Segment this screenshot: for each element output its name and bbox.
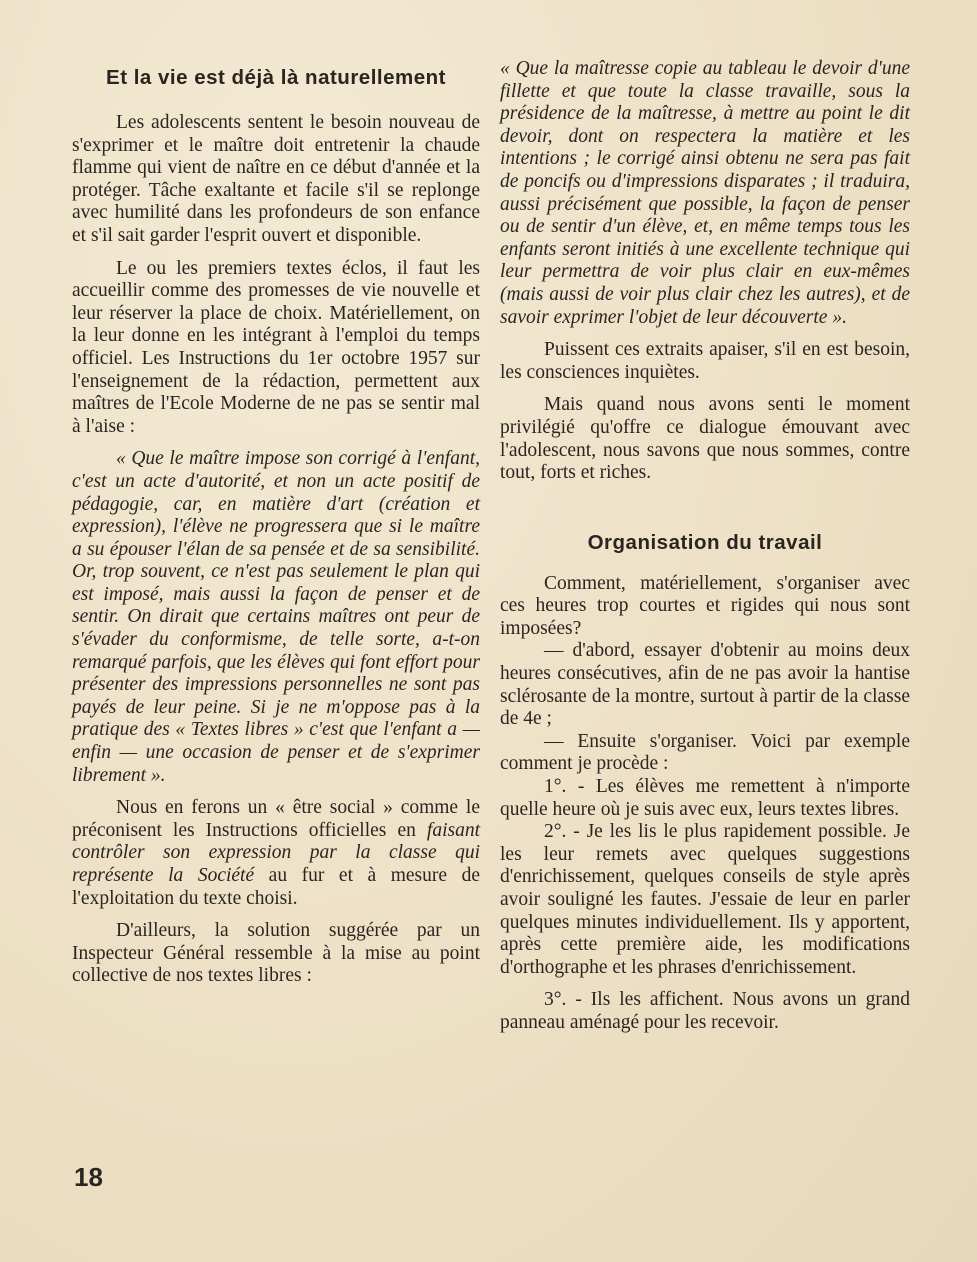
text-fragment: au fur et à mesure de l'exploitation du texte choisi. bbox=[72, 865, 480, 909]
quote-instructions: « Que le maître impose son corrigé à l'enfant, c'est un acte d'autorité, et non un acte positif de pédagogie, car, en matière d'art (création et expression), l'élève ne progressera que si le maître a su épouser l'élan de sa pensée et de sa sensibilité. Or, trop souvent, ce n'est pas seulement le plan qui est imposé, mais aussi la façon de penser et de sentir. On dirait que certains maîtres ont peur de s'évader du conformisme, de telle sorte, a-t-on remarqué parfois, que les élèves qui font effort pour présenter des impressions personnelles ne sont pas payés de leur peine. Si je ne m'oppose pas à la pratique des « Textes libres » c'est que l'enfant a — enfin — une occasion de penser et de s'exprimer librement ». bbox=[72, 448, 480, 786]
emphasized-text: faisant contrôler son expression par la classe qui représente la Société bbox=[72, 819, 480, 886]
paragraph: Les adolescents sentent le besoin nouveau de s'exprimer et le maître doit entretenir la chaude flamme qui vient de naître en ce début d'année et la protéger. Tâche exaltante et facile s'il se replonge avec humilité dans les profondeurs de son enfance et s'il sait garder l'esprit ouvert et disponible. bbox=[72, 112, 480, 246]
quote-inspector: « Que la maîtresse copie au tableau le devoir d'une fillette et que toute la classe travaille, sous la présidence de la maîtresse, à mettre au point le dit devoir, dont on respectera la matière et les intentions ; le corrigé ainsi obtenu ne sera pas fait de poncifs ou d'impressions disparates ; il traduira, aussi précisément que possible, la façon de penser ou de sentir d'un élève, et, en même temps tous les enfants seront initiés à une excellente technique qui leur permettra de voir plus clair en eux-mêmes (mais aussi de voir plus clair chez les autres), et de savoir exprimer l'objet de leur découverte ». bbox=[500, 58, 910, 328]
paragraph: Comment, matériellement, s'organiser avec ces heures trop courtes et rigides qui nous sont imposées? bbox=[500, 572, 910, 639]
paragraph: Mais quand nous avons senti le moment privilégié qu'offre ce dialogue émouvant avec l'adolescent, nous savons que nous sommes, contre tout, forts et riches. bbox=[500, 394, 910, 484]
list-item: 2°. - Je les lis le plus rapidement possible. Je les leur remets avec quelques suggestions d'enrichissement, quelques conseils de style après avoir souligné les fautes. J'essaie de leur en parler quelques minutes individuellement. Ils y apportent, après cette première aide, les modifications d'orthographe et les phrases d'enrichissement. bbox=[500, 821, 910, 978]
paragraph: — d'abord, essayer d'obtenir au moins deux heures consécutives, afin de ne pas avoir la hantise sclérosante de la montre, surtout à partir de la classe de 4e ; bbox=[500, 640, 910, 730]
paragraph bbox=[72, 797, 480, 910]
right-column bbox=[500, 58, 910, 1035]
section-heading-life: Et la vie est déjà là naturellement bbox=[106, 66, 446, 89]
paragraph: — Ensuite s'organiser. Voici par exemple comment je procède : bbox=[500, 730, 910, 775]
list-item: 3°. - Ils les affichent. Nous avons un grand panneau aménagé pour les recevoir. bbox=[500, 989, 910, 1033]
left-column bbox=[72, 58, 480, 988]
page-number: 18 bbox=[74, 1162, 103, 1192]
paragraph: D'ailleurs, la solution suggérée par un Inspecteur Général ressemble à la mise au point collective de nos textes libres : bbox=[72, 920, 480, 987]
list-item: 1°. - Les élèves me remettent à n'importe quelle heure où je suis avec eux, leurs textes libres. bbox=[500, 776, 910, 820]
paragraph: Le ou les premiers textes éclos, il faut les accueillir comme des promesses de vie nouvelle et leur réserver la place de choix. Matériellement, on la leur donne en les intégrant à l'emploi du temps officiel. Les Instructions du 1er octobre 1957 sur l'enseignement de la rédaction, permettent aux maîtres de l'Ecole Moderne de ne pas se sentir mal à l'aise : bbox=[72, 257, 480, 437]
section-heading-organisation: Organisation du travail bbox=[587, 530, 823, 554]
text-fragment: Nous en ferons un « être social » comme le préconisent les Instructions officielles en bbox=[72, 797, 480, 841]
paragraph: Puissent ces extraits apaiser, s'il en est besoin, les consciences inquiètes. bbox=[500, 339, 910, 383]
